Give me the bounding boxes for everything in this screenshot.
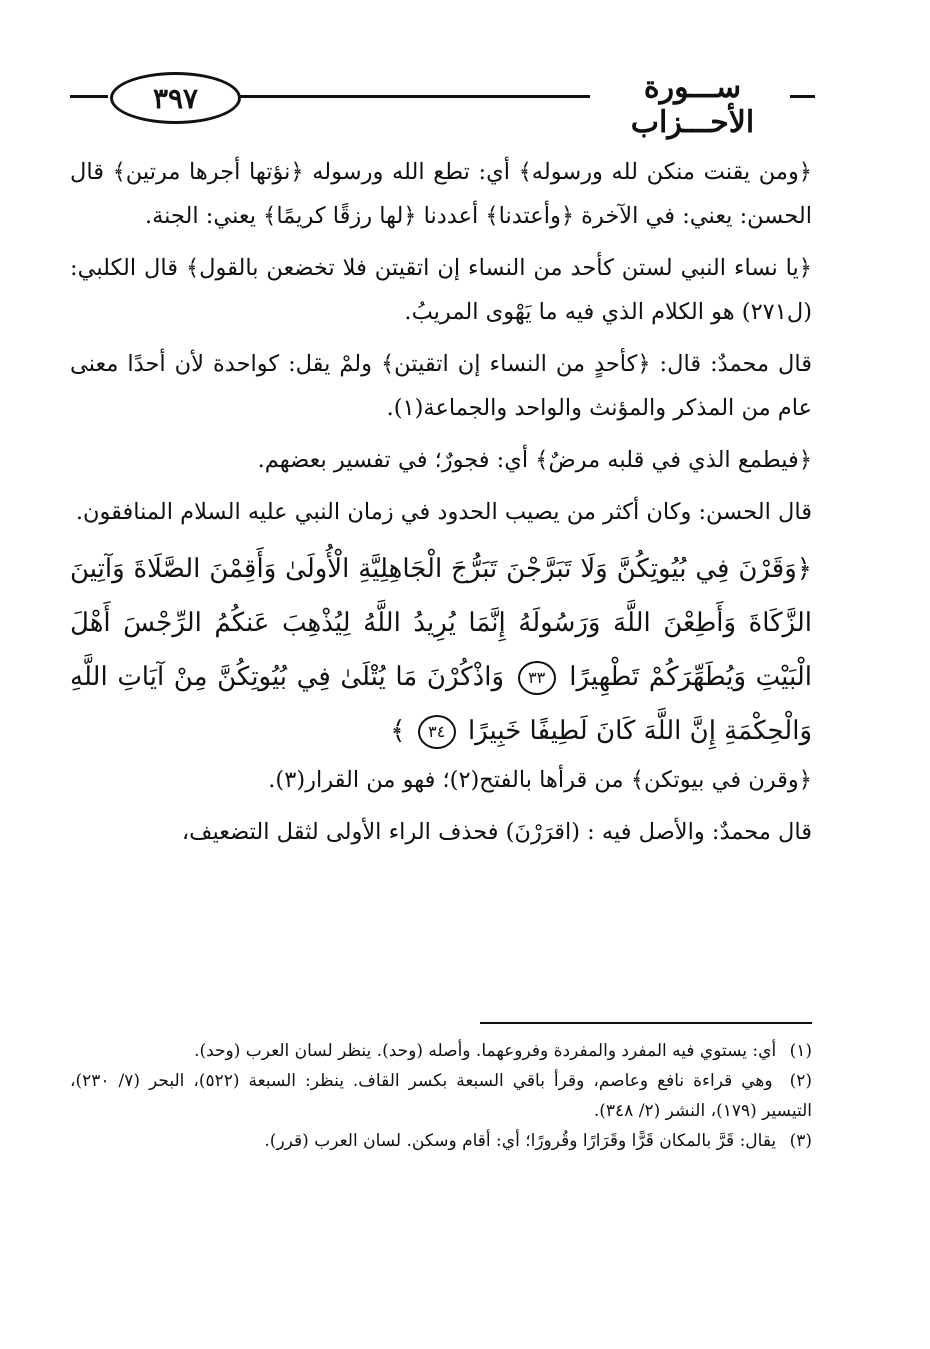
body-text <box>70 150 812 862</box>
footnote-separator <box>480 1022 812 1024</box>
quran-close-bracket: ﴾ <box>390 716 406 746</box>
footnote-2 <box>70 1066 812 1126</box>
ayah-number-33: ٣٣ <box>518 661 556 695</box>
quran-verse-block <box>70 542 812 758</box>
paragraph-4: ﴿فيطمع الذي في قلبه مرضٌ﴾ أي: فجورٌ؛ في تفسير بعضهم. <box>257 447 812 473</box>
footnote-text: وهي قراءة نافع وعاصم، وقرأ باقي السبعة بكسر القاف. ينظر: السبعة (٥٢٢)، البحر (٧/ ٢٣٠)، التيسير (١٧٩)، النشر (٢/ ٣٤٨). <box>70 1071 812 1121</box>
paragraph-1: ﴿ومن يقنت منكن لله ورسوله﴾ أي: تطع الله ورسوله ﴿نؤتها أجرها مرتين﴾ قال الحسن: يعني: في الآخرة ﴿وأعتدنا﴾ أعددنا ﴿لها رزقًا كريمًا﴾ يعني: الجنة. <box>70 159 812 229</box>
paragraph-7: قال محمدٌ: والأصل فيه : (اقرَرْنَ) فحذف الراء الأولى لثقل التضعيف، <box>181 819 812 845</box>
paragraph-2: ﴿يا نساء النبي لستن كأحد من النساء إن اتقيتن فلا تخضعن بالقول﴾ قال الكلبي: (ل٢٧١) هو الكلام الذي فيه ما يَهْوى المريبُ. <box>70 255 812 325</box>
footnote-number: (١) <box>789 1041 812 1061</box>
page-number-oval <box>110 72 241 124</box>
ayah-number-34: ٣٤ <box>418 715 456 749</box>
page-header <box>70 62 815 140</box>
page-number: ٣٩٧ <box>152 81 199 115</box>
paragraph-5: قال الحسن: وكان أكثر من يصيب الحدود في زمان النبي عليه السلام المنافقون. <box>75 499 812 525</box>
header-rule-left <box>70 95 108 98</box>
footnote-text: أي: يستوي فيه المفرد والمفردة وفروعهما. وأصله (وحد). ينظر لسان العرب (وحد). <box>194 1041 777 1061</box>
quran-verse-34: وَاذْكُرْنَ مَا يُتْلَىٰ فِي بُيُوتِكُنَّ مِنْ آيَاتِ اللَّهِ وَالْحِكْمَةِ إِنَّ اللَّهَ كَانَ لَطِيفًا خَبِيرًا <box>70 662 812 746</box>
surah-title: ســـورة الأحـــزاب <box>630 70 755 140</box>
footnotes <box>70 1036 812 1156</box>
header-rule-middle <box>240 95 590 98</box>
footnote-3 <box>70 1126 812 1156</box>
paragraph-3: قال محمدٌ: قال: ﴿كأحدٍ من النساء إن اتقيتن﴾ ولمْ يقل: كواحدة لأن أحدًا معنى عام من المذكر والمؤنث والواحد والجماعة(١). <box>70 351 812 421</box>
header-rule-right <box>790 95 815 98</box>
footnote-1 <box>70 1036 812 1066</box>
footnote-number: (٣) <box>789 1131 812 1151</box>
quran-verse-33: ﴿وَقَرْنَ فِي بُيُوتِكُنَّ وَلَا تَبَرَّجْنَ تَبَرُّجَ الْجَاهِلِيَّةِ الْأُولَىٰ وَأَقِمْنَ الصَّلَاةَ وَآتِينَ الزَّكَاةَ وَأَطِعْنَ اللَّهَ وَرَسُولَهُ إِنَّمَا يُرِيدُ اللَّهُ لِيُذْهِبَ عَنكُمُ الرِّجْسَ أَهْلَ الْبَيْتِ وَيُطَهِّرَكُمْ تَطْهِيرًا <box>70 554 812 692</box>
paragraph-6: ﴿وقرن في بيوتكن﴾ من قرأها بالفتح(٢)؛ فهو من القرار(٣). <box>268 767 812 793</box>
footnote-number: (٢) <box>789 1071 813 1091</box>
footnote-text: يقال: قَرَّ بالمكان قَرًّا وقَرَارًا وقُرورًا؛ أي: أقام وسكن. لسان العرب (قرر). <box>264 1131 777 1151</box>
